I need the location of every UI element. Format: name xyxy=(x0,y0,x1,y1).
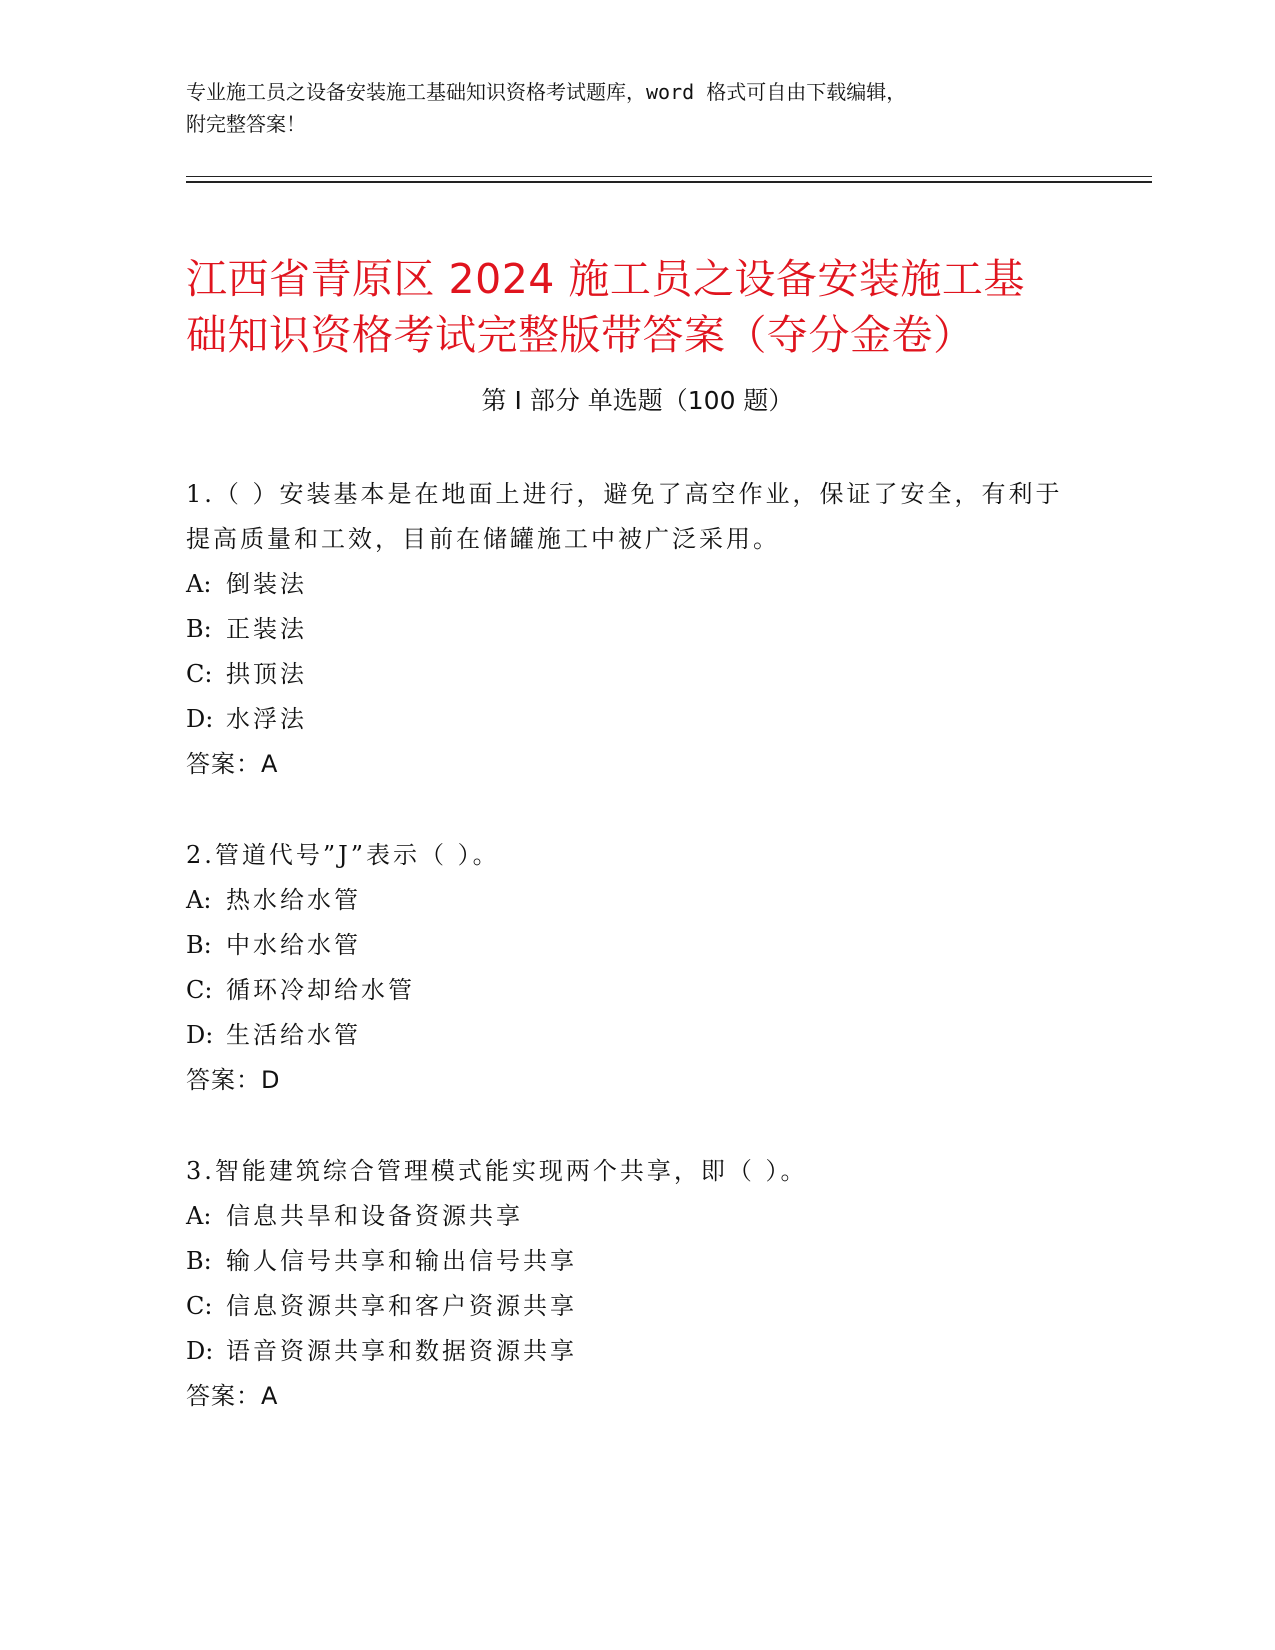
question-option xyxy=(186,1239,1086,1284)
question-option xyxy=(186,562,1086,607)
question-stem: 1.（ ）安装基本是在地面上进行，避免了高空作业，保证了安全，有利于提高质量和工效，目前在储罐施工中被广泛采用。 xyxy=(186,480,1063,553)
question-item xyxy=(186,833,1086,1103)
option-key: D: xyxy=(186,1021,214,1049)
header-divider-thin xyxy=(186,176,1152,177)
section-heading: 第 I 部分 单选题（100 题） xyxy=(481,386,794,415)
option-key: B: xyxy=(186,931,212,959)
question-option xyxy=(186,968,1086,1013)
option-text: 生活给水管 xyxy=(226,1021,361,1049)
option-text: 语音资源共享和数据资源共享 xyxy=(226,1337,577,1365)
option-text: 信息资源共享和客户资源共享 xyxy=(226,1292,577,1320)
option-text: 正装法 xyxy=(226,615,307,643)
option-text: 倒装法 xyxy=(226,570,307,598)
option-key: B: xyxy=(186,1247,212,1275)
header-note xyxy=(186,76,1086,140)
option-key: D: xyxy=(186,1337,214,1365)
question-option xyxy=(186,607,1086,652)
question-item xyxy=(186,472,1086,787)
document-title-line1: 江西省青原区 2024 施工员之设备安装施工基 xyxy=(186,255,1025,304)
option-key: D: xyxy=(186,705,214,733)
option-key: A: xyxy=(186,886,212,914)
option-text: 信息共旱和设备资源共享 xyxy=(226,1202,523,1230)
option-text: 中水给水管 xyxy=(226,931,361,959)
header-divider-thick xyxy=(186,181,1152,183)
option-text: 循环冷却给水管 xyxy=(226,976,415,1004)
question-list xyxy=(186,472,1086,1465)
question-stem: 3.智能建筑综合管理模式能实现两个共享，即（ ）。 xyxy=(186,1157,808,1185)
option-key: B: xyxy=(186,615,212,643)
question-option xyxy=(186,923,1086,968)
option-key: A: xyxy=(186,1202,212,1230)
question-option xyxy=(186,697,1086,742)
question-option xyxy=(186,1194,1086,1239)
option-key: C: xyxy=(186,1292,213,1320)
option-key: C: xyxy=(186,660,213,688)
option-key: C: xyxy=(186,976,213,1004)
option-text: 输人信号共享和输出信号共享 xyxy=(226,1247,577,1275)
question-answer: 答案：D xyxy=(186,1066,281,1094)
header-note-line1: 专业施工员之设备安装施工基础知识资格考试题库，word 格式可自由下载编辑， xyxy=(186,80,907,104)
question-option xyxy=(186,1329,1086,1374)
option-text: 水浮法 xyxy=(226,705,307,733)
question-item xyxy=(186,1149,1086,1419)
option-key: A: xyxy=(186,570,212,598)
document-title xyxy=(186,251,1106,363)
question-answer: 答案：A xyxy=(186,750,279,778)
document-title-line2: 础知识资格考试完整版带答案（夺分金卷） xyxy=(186,311,975,360)
header-note-line2: 附完整答案！ xyxy=(186,112,306,136)
question-option xyxy=(186,652,1086,697)
question-answer: 答案：A xyxy=(186,1382,279,1410)
option-text: 拱顶法 xyxy=(226,660,307,688)
question-stem: 2.管道代号”J”表示（ ）。 xyxy=(186,841,500,869)
option-text: 热水给水管 xyxy=(226,886,361,914)
question-option xyxy=(186,878,1086,923)
question-option xyxy=(186,1284,1086,1329)
question-option xyxy=(186,1013,1086,1058)
